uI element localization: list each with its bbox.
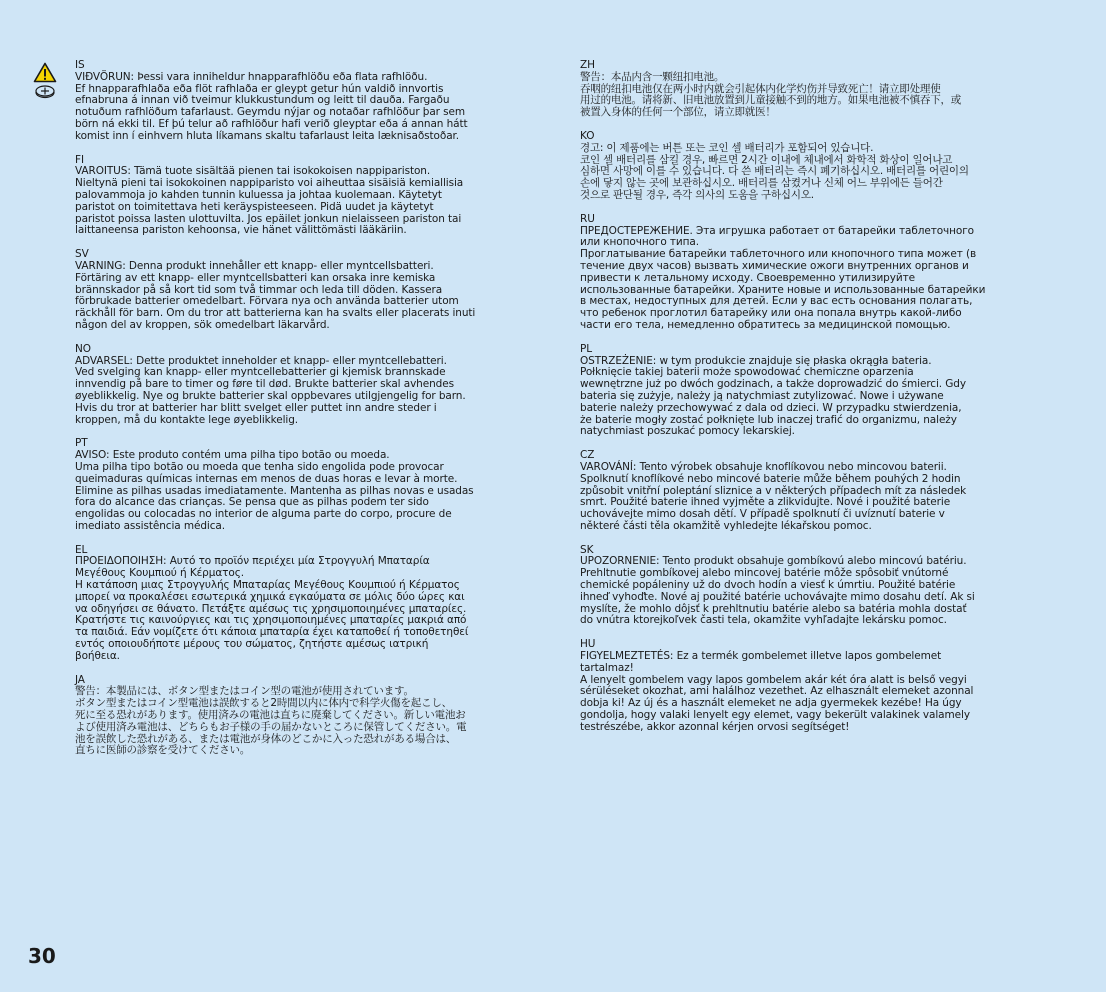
language-code: ZH xyxy=(580,59,595,71)
warning-text xyxy=(75,686,545,757)
warning-line: tartalmaz! xyxy=(580,661,634,674)
warning-icons xyxy=(33,62,57,99)
warning-line: 被置入身体的任何一个部位，请立即就医！ xyxy=(580,106,776,119)
warning-line: 것으로 판단될 경우, 즉각 의사의 도움을 구하십시오. xyxy=(580,188,814,201)
warning-line: 코인 셀 배터리를 삼킬 경우, 빠르면 2시간 이내에 체내에서 화학적 화상이 일어나고 xyxy=(580,153,953,166)
warning-line: εντός οποιουδήποτε μέρους του σώματος, ζητήστε αμέσως ιατρική xyxy=(75,638,429,651)
warning-line: laittaneensa pariston kehoonsa, vie hänet välittömästi lääkäriin. xyxy=(75,224,407,237)
language-code: EL xyxy=(75,543,88,556)
warning-line: よび使用済み電池は、どちらもお子様の手の届かないところに保管してください。電 xyxy=(75,720,467,733)
language-code: SK xyxy=(580,543,594,556)
warning-line: Uma pilha tipo botão ou moeda que tenha sido engolida pode provocar xyxy=(75,460,444,473)
warning-line: myslíte, že mohlo dôjsť k prehltnutiu batérie alebo sa batéria mohla dostať xyxy=(580,602,967,615)
warning-text xyxy=(75,356,545,427)
warning-line: ihneď vyhoďte. Nové aj použité batérie uchovávajte mimo dosahu detí. Ak si xyxy=(580,590,975,603)
warning-line: или кнопочного типа. xyxy=(580,236,699,249)
language-code: RU xyxy=(580,212,595,225)
warning-line: OSTRZEŻENIE: w tym produkcie znajduje się płaska okrągła bateria. xyxy=(580,354,932,367)
warning-section-zh xyxy=(580,60,1050,119)
warning-line: να οδηγήσει σε θάνατο. Πετάξτε αμέσως τις χρησιμοποιημένες μπαταρίες. xyxy=(75,602,467,615)
warning-line: 심하면 사망에 이를 수 있습니다. 다 쓴 배터리는 즉시 폐기하십시오. 배터리를 어린이의 xyxy=(580,165,969,178)
warning-line: VAROVÁNÍ: Tento výrobek obsahuje knoflíkovou nebo mincovou baterii. xyxy=(580,460,947,473)
warning-line: Spolknutí knoflíkové nebo mincové baterie může během pouhých 2 hodin xyxy=(580,472,961,485)
warning-section-sk xyxy=(580,545,1050,628)
left-column xyxy=(75,60,545,769)
language-code: SV xyxy=(75,248,89,261)
warning-line: 손에 닿지 않는 곳에 보관하십시오. 배터리를 삼켰거나 신체 어느 부위에든 들어간 xyxy=(580,177,943,190)
warning-line: использованные батарейки. Храните новые и использованные батарейки xyxy=(580,283,986,296)
warning-text xyxy=(75,72,545,143)
warning-line: způsobit vnitřní poleptání sliznice a v některých případech mít za následek xyxy=(580,484,967,497)
warning-text xyxy=(580,356,1050,439)
coin-battery-icon xyxy=(33,85,57,99)
warning-line: wewnętrzne już po dwóch godzinach, a także doprowadzić do śmierci. Gdy xyxy=(580,378,966,391)
warning-line: 警告：本製品には、ボタン型またはコイン型の電池が使用されています。 xyxy=(75,685,414,698)
warning-line: Nieltynä pieni tai isokokoinen nappiparisto voi aiheuttaa sisäisiä kemiallisia xyxy=(75,177,464,190)
warning-line: některé části těla okamžitě vyhledejte lékařskou pomoc. xyxy=(580,519,872,532)
warning-section-ko xyxy=(580,131,1050,202)
warning-section-cz xyxy=(580,450,1050,533)
language-code: FI xyxy=(75,153,84,166)
warning-line: dobja ki! Az új és a használt elemeket ne adja gyermekek kezébe! Ha úgy xyxy=(580,697,962,710)
page-number: 30 xyxy=(28,944,56,968)
warning-line: øyeblikkelig. Nye og brukte batterier skal oppbevares utilgjengelig for barn. xyxy=(75,389,466,402)
warning-line: VIÐVÖRUN: Þessi vara inniheldur hnapparafhlöðu eða flata rafhlöðu. xyxy=(75,70,428,83)
warning-line: ΠΡΟΕΙΔΟΠΟΙΗΣΗ: Αυτό το προϊόν περιέχει μία Στρογγυλή Μπαταρία xyxy=(75,555,430,568)
warning-line: Ef hnapparafhlaða eða flöt rafhlaða er gleypt getur hún valdið innvortis xyxy=(75,82,444,95)
warning-line: в местах, недоступных для детей. Если у вас есть основания полагать, xyxy=(580,295,973,308)
language-code: NO xyxy=(75,342,91,355)
warning-line: kroppen, må du kontakte lege øyeblikkelig. xyxy=(75,413,299,426)
warning-line: βοήθεια. xyxy=(75,649,120,662)
warning-section-el xyxy=(75,545,545,663)
warning-line: någon del av kroppen, sök omedelbart läkarvård. xyxy=(75,318,330,331)
warning-line: testrészébe, akkor azonnal kérjen orvosi segítséget! xyxy=(580,720,850,733)
language-code: JA xyxy=(75,673,85,686)
warning-line: chemické popáleniny už do dvoch hodín a viesť k úmrtiu. Použité batérie xyxy=(580,579,956,592)
language-code: IS xyxy=(75,59,85,71)
warning-line: räckhåll för barn. Om du tror att batterierna kan ha svalts eller placerats inuti xyxy=(75,307,476,320)
warning-line: Проглатывание батарейки таблеточного или кнопочного типа может (в xyxy=(580,248,977,261)
warning-line: 死に至る恐れがあります。使用済みの電池は直ちに廃棄してください。新しい電池お xyxy=(75,709,466,722)
warning-line: VAROITUS: Tämä tuote sisältää pienen tai isokokoisen nappipariston. xyxy=(75,165,431,178)
language-code: PT xyxy=(75,437,88,450)
warning-line: paristot poissa lasten ulottuvilta. Jos epäilet jonkun nielaisseen pariston tai xyxy=(75,212,462,225)
warning-line: innvendig på bare to timer og føre til død. Brukte batterier skal avhendes xyxy=(75,378,454,391)
warning-triangle-icon xyxy=(33,62,57,83)
warning-line: Förtäring av ett knapp- eller myntcellsbatteri kan orsaka inre kemiska xyxy=(75,271,436,284)
warning-section-is xyxy=(75,60,545,143)
warning-section-fi xyxy=(75,155,545,238)
warning-line: do vnútra ktorejkoľvek časti tela, okamžite vyhľadajte lekársku pomoc. xyxy=(580,614,947,627)
warning-text xyxy=(580,651,1050,734)
warning-line: baterie należy przechowywać z dala od dzieci. W przypadku stwierdzenia, xyxy=(580,401,962,414)
warning-line: ADVARSEL: Dette produktet inneholder et knapp- eller myntcellebatteri. xyxy=(75,354,447,367)
warning-line: Μεγέθους Κουμπιού ή Κέρματος. xyxy=(75,567,244,580)
warning-line: VARNING: Denna produkt innehåller ett knapp- eller myntcellsbatteri. xyxy=(75,259,434,272)
warning-section-pt xyxy=(75,438,545,532)
warning-line: 用过的电池。请将新、旧电池放置到儿童接触不到的地方。如果电池被不慎吞下，或 xyxy=(580,94,962,107)
warning-line: привести к летальному исходу. Своевременно утилизируйте xyxy=(580,271,915,284)
warning-section-sv xyxy=(75,249,545,332)
warning-line: 池を誤飲した恐れがある、または電池が身体のどこかに入った恐れがある場合は、 xyxy=(75,732,457,745)
language-code: PL xyxy=(580,342,592,355)
warning-line: 吞咽的纽扣电池仅在两小时内就会引起体内化学灼伤并导致死亡！请立即处理使 xyxy=(580,82,941,95)
warning-line: 경고: 이 제품에는 버튼 또는 코인 셀 배터리가 포함되어 있습니다. xyxy=(580,141,874,154)
warning-line: efnabruna á innan við tveimur klukkustundum og leitt til dauða. Fargaðu xyxy=(75,94,450,107)
warning-text xyxy=(580,462,1050,533)
warning-line: AVISO: Este produto contém uma pilha tipo botão ou moeda. xyxy=(75,449,390,462)
warning-line: paristot on toimitettava heti keräyspisteeseen. Pidä uudet ja käytetyt xyxy=(75,200,434,213)
warning-line: 警告：本品内含一颗纽扣电池。 xyxy=(580,70,725,83)
warning-line: Elimine as pilhas usadas imediatamente. Mantenha as pilhas novas e usadas xyxy=(75,484,474,497)
warning-section-ja xyxy=(75,675,545,758)
warning-line: FIGYELMEZTETÉS: Ez a termék gombelemet illetve lapos gombelemet xyxy=(580,650,942,663)
warning-line: Κρατήστε τις καινούργιες και τις χρησιμοποιημένες μπαταρίες μακριά από xyxy=(75,614,467,627)
warning-line: fora do alcance das crianças. Se pensa que as pilhas podem ter sido xyxy=(75,496,429,509)
warning-text xyxy=(580,143,1050,202)
language-code: CZ xyxy=(580,449,595,462)
warning-line: ПРЕДОСТЕРЕЖЕНИЕ. Эта игрушка работает от батарейки таблеточного xyxy=(580,224,974,237)
warning-line: sérüléseket okozhat, ami halálhoz vezethet. Az elhasznált elemeket azonnal xyxy=(580,685,974,698)
warning-line: μπορεί να προκαλέσει εσωτερικά χημικά εγκαύματα σε μόλις δύο ώρες και xyxy=(75,590,465,603)
warning-text xyxy=(580,556,1050,627)
warning-text xyxy=(75,166,545,237)
warning-line: A lenyelt gombelem vagy lapos gombelem akár két óra alatt is belső vegyi xyxy=(580,673,967,686)
warning-line: Ved svelging kan knapp- eller myntcellebatterier gi kjemisk brannskade xyxy=(75,366,446,379)
warning-section-pl xyxy=(580,344,1050,438)
warning-line: течение двух часов) вызвать химические ожоги внутренних органов и xyxy=(580,259,969,272)
warning-line: Η κατάποση μιας Στρογγυλής Μπαταρίας Μεγέθους Κουμπιού ή Κέρματος xyxy=(75,579,460,592)
warning-line: notuðum rafhlöðum tafarlaust. Geymdu nýjar og notaðar rafhlöður þar sem xyxy=(75,106,465,119)
warning-line: Połknięcie takiej baterii może spowodować chemiczne oparzenia xyxy=(580,366,914,379)
warning-text xyxy=(75,450,545,533)
warning-line: ボタン型またはコイン型電池は誤飲すると2時間以内に体内で科学火傷を起こし、 xyxy=(75,697,452,710)
warning-line: förbrukade batterier omedelbart. Förvara nya och använda batterier utom xyxy=(75,295,459,308)
warning-line: komist inn í einhvern hluta líkamans skaltu tafarlaust leita læknisaðstoðar. xyxy=(75,129,460,142)
warning-line: gondolja, hogy valaki lenyelt egy elemet, vagy bekerült valakinek valamely xyxy=(580,709,970,722)
warning-line: части его тела, немедленно обратитесь за медицинской помощью. xyxy=(580,318,951,331)
warning-line: 直ちに医師の診察を受けてください。 xyxy=(75,744,251,757)
language-code: KO xyxy=(580,129,595,142)
warning-text xyxy=(75,556,545,662)
warning-line: queimaduras químicas internas em menos de duas horas e levar à morte. xyxy=(75,472,458,485)
warning-section-hu xyxy=(580,639,1050,733)
warning-line: τα παιδιά. Εάν νομίζετε ότι κάποια μπαταρία έχει καταποθεί ή τοποθετηθεί xyxy=(75,626,469,639)
warning-line: natychmiast poszukać pomocy lekarskiej. xyxy=(580,425,795,438)
warning-line: brännskador på så kort tid som två timmar och leda till döden. Kassera xyxy=(75,283,443,296)
warning-section-ru xyxy=(580,214,1050,332)
warning-line: Prehltnutie gombíkovej alebo mincovej batérie môže spôsobiť vnútorné xyxy=(580,567,949,580)
warning-line: uchovávejte mimo dosah dětí. V případě spolknutí či uvíznutí baterie v xyxy=(580,508,945,521)
warning-line: UPOZORNENIE: Tento produkt obsahuje gombíkovú alebo mincovú batériu. xyxy=(580,555,967,568)
warning-section-no xyxy=(75,344,545,427)
warning-line: bateria się zużyje, należy ją natychmiast zutylizować. Nowe i używane xyxy=(580,389,944,402)
language-code: HU xyxy=(580,638,596,651)
warning-line: что ребенок проглотил батарейку или она попала внутрь какой-либо xyxy=(580,307,962,320)
warning-line: imediato assistência médica. xyxy=(75,519,225,532)
warning-text xyxy=(580,72,1050,119)
right-column xyxy=(580,60,1050,746)
warning-text xyxy=(75,261,545,332)
warning-line: börn ná ekki til. Ef þú telur að rafhlöður hafi verið gleyptar eða á annan hátt xyxy=(75,117,468,130)
warning-line: że baterie mogły zostać połknięte lub inaczej trafić do organizmu, należy xyxy=(580,413,957,426)
warning-line: palovammoja jo kahden tunnin kuluessa ja johtaa kuolemaan. Käytetyt xyxy=(75,188,442,201)
warning-line: smrt. Použité baterie ihned vyjměte a zlikvidujte. Nové i použité baterie xyxy=(580,496,951,509)
warning-line: engolidas ou colocadas no interior de alguma parte do corpo, procure de xyxy=(75,508,452,521)
warning-text xyxy=(580,226,1050,332)
warning-line: Hvis du tror at batterier har blitt svelget eller puttet inn andre steder i xyxy=(75,401,437,414)
